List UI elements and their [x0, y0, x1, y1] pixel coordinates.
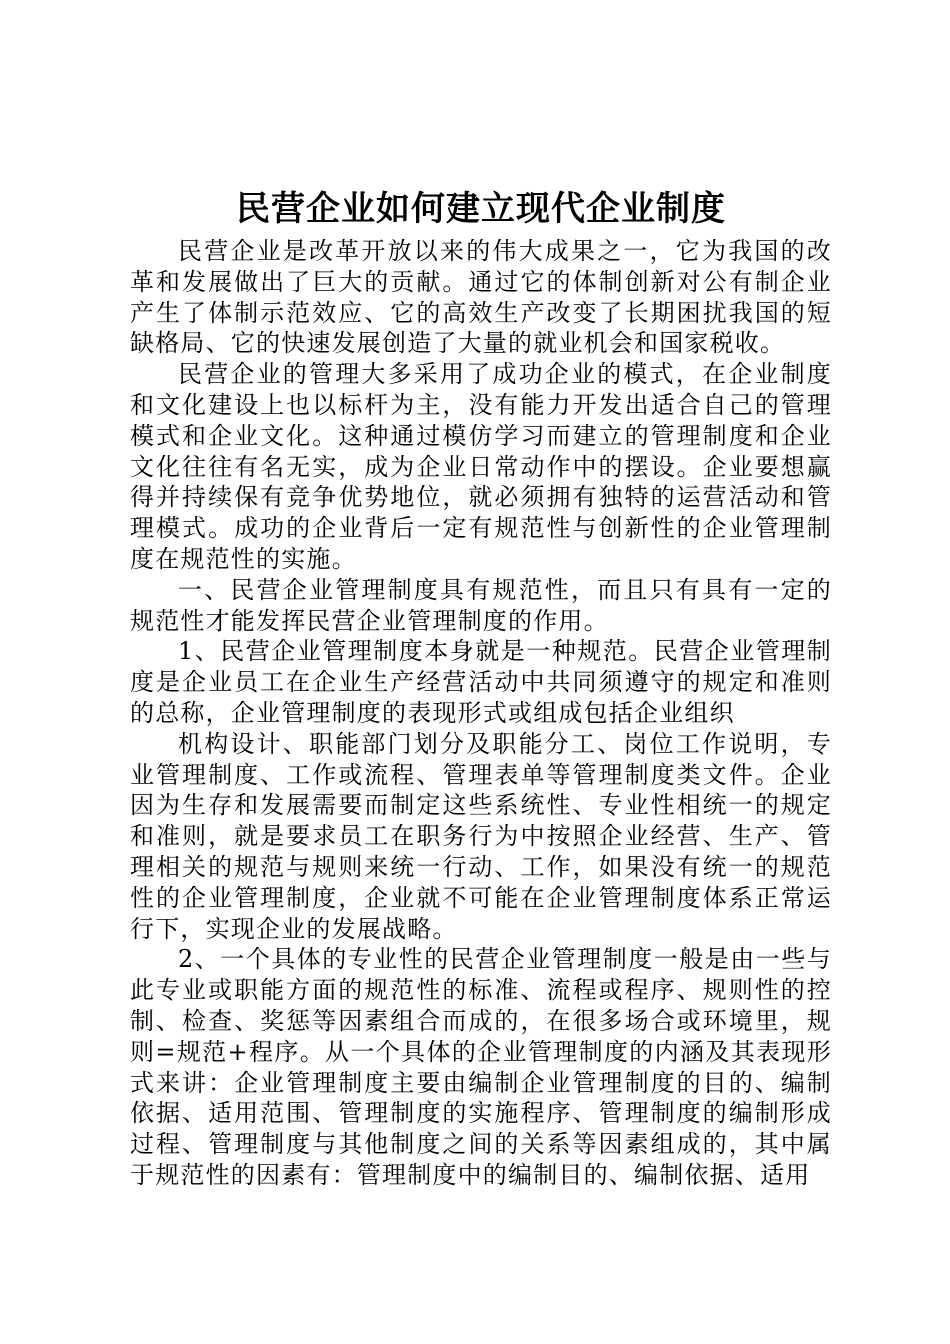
- document-title: 民营企业如何建立现代企业制度: [236, 189, 726, 229]
- paragraph-section-one-heading: 一、民营企业管理制度具有规范性，而且只有具有一定的规范性才能发挥民营企业管理制度的作用。: [130, 575, 832, 635]
- paragraph-point-two: 2、一个具体的专业性的民营企业管理制度一般是由一些与此专业或职能方面的规范性的标准、流程或程序、规则性的控制、检查、奖惩等因素组合而成的，在很多场合或环境里，规则=规范+程序。从一个具体的企业管理制度的内涵及其表现形式来讲：企业管理制度主要由编制企业管理制度的目的、编制依据、适用范围、管理制度的实施程序、管理制度的编制形成过程、管理制度与其他制度之间的关系等因素组成的，其中属于规范性的因素有：管理制度中的编制目的、编制依据、适用: [130, 945, 832, 1189]
- paragraph-point-one: 1、民营企业管理制度本身就是一种规范。民营企业管理制度是企业员工在企业生产经营活动中共同须遵守的规定和准则的总称，企业管理制度的表现形式或组成包括企业组织: [130, 637, 832, 727]
- paragraph-point-one-continued: 机构设计、职能部门划分及职能分工、岗位工作说明，专业管理制度、工作或流程、管理表单等管理制度类文件。企业因为生存和发展需要而制定这些系统性、专业性相统一的规定和准则，就是要求员工在职务行为中按照企业经营、生产、管理相关的规范与规则来统一行动、工作，如果没有统一的规范性的企业管理制度，企业就不可能在企业管理制度体系正常运行下，实现企业的发展战略。: [130, 729, 832, 943]
- paragraph-intro: 民营企业是改革开放以来的伟大成果之一，它为我国的改革和发展做出了巨大的贡献。通过它的体制创新对公有制企业产生了体制示范效应、它的高效生产改变了长期困扰我国的短缺格局、它的快速发展创造了大量的就业机会和国家税收。: [130, 237, 832, 358]
- paragraph-management-model: 民营企业的管理大多采用了成功企业的模式，在企业制度和文化建设上也以标杆为主，没有能力开发出适合自己的管理模式和企业文化。这种通过模仿学习而建立的管理制度和企业文化往往有名无实，成为企业日常动作中的摆设。企业要想赢得并持续保有竞争优势地位，就必须拥有独特的运营活动和管理模式。成功的企业背后一定有规范性与创新性的企业管理制度在规范性的实施。: [130, 360, 832, 573]
- document-page: [130, 186, 832, 1191]
